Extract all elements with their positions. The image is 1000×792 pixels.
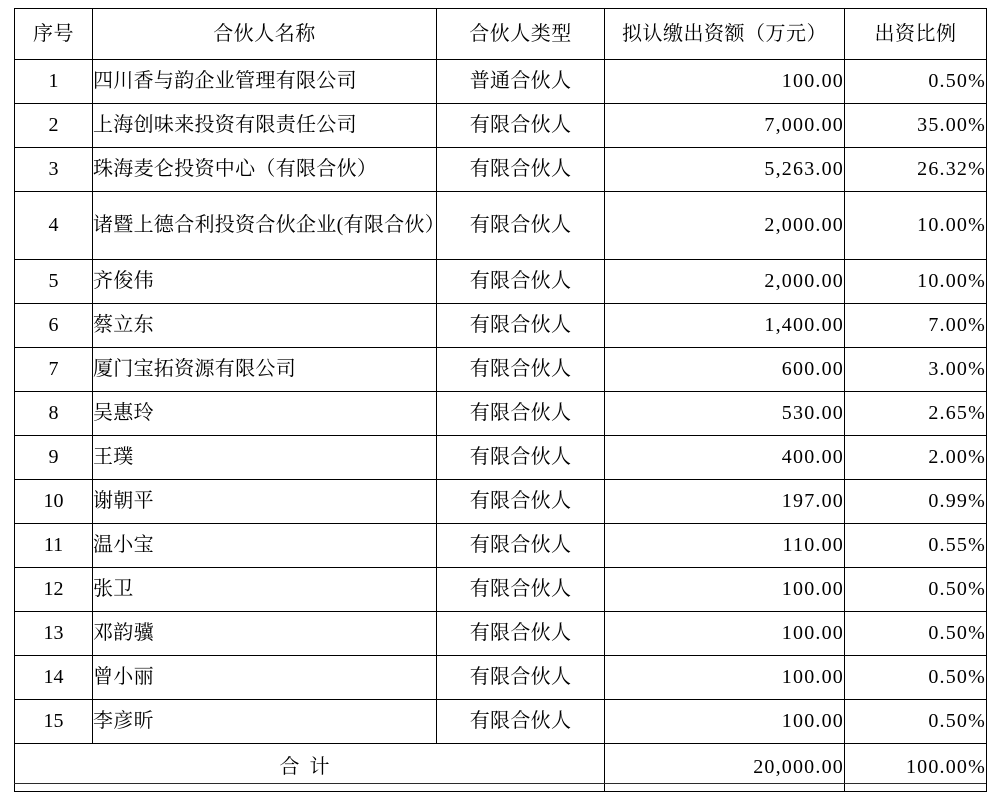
- cell-name: 王璞: [93, 436, 437, 480]
- table-total-row: [15, 744, 987, 792]
- cell-amount: 100.00: [605, 60, 845, 104]
- cell-type: 有限合伙人: [437, 348, 605, 392]
- cell-ratio: 0.99%: [845, 480, 987, 524]
- table-row: [15, 568, 987, 612]
- cell-index: 3: [15, 148, 93, 192]
- table-row: [15, 192, 987, 260]
- cell-type: 有限合伙人: [437, 192, 605, 260]
- cell-ratio: 2.65%: [845, 392, 987, 436]
- table-row: [15, 480, 987, 524]
- cell-amount: 5,263.00: [605, 148, 845, 192]
- table-row: [15, 60, 987, 104]
- cell-type: 有限合伙人: [437, 148, 605, 192]
- table-header-row: [15, 9, 987, 60]
- cell-amount: 100.00: [605, 656, 845, 700]
- cell-amount: 530.00: [605, 392, 845, 436]
- column-header-name: 合伙人名称: [93, 9, 437, 60]
- column-header-amount: 拟认缴出资额（万元）: [605, 9, 845, 60]
- total-amount: 20,000.00: [605, 744, 845, 792]
- cell-name: 李彦昕: [93, 700, 437, 744]
- cell-type: 有限合伙人: [437, 700, 605, 744]
- table-header: [15, 9, 987, 60]
- cell-amount: 1,400.00: [605, 304, 845, 348]
- cell-amount: 100.00: [605, 612, 845, 656]
- cell-amount: 197.00: [605, 480, 845, 524]
- table-row: [15, 148, 987, 192]
- cell-ratio: 35.00%: [845, 104, 987, 148]
- table-row: [15, 656, 987, 700]
- cell-name: 曾小丽: [93, 656, 437, 700]
- cell-index: 8: [15, 392, 93, 436]
- partner-contribution-table: [14, 8, 987, 792]
- cell-amount: 100.00: [605, 568, 845, 612]
- cell-name: 齐俊伟: [93, 260, 437, 304]
- cell-index: 4: [15, 192, 93, 260]
- cell-name: 上海创味来投资有限责任公司: [93, 104, 437, 148]
- cell-type: 有限合伙人: [437, 260, 605, 304]
- column-header-type: 合伙人类型: [437, 9, 605, 60]
- cell-type: 有限合伙人: [437, 304, 605, 348]
- cell-name: 诸暨上德合利投资合伙企业(有限合伙）: [93, 192, 437, 260]
- cell-name: 厦门宝拓资源有限公司: [93, 348, 437, 392]
- cell-type: 有限合伙人: [437, 568, 605, 612]
- table-row: [15, 304, 987, 348]
- cell-amount: 2,000.00: [605, 192, 845, 260]
- cell-index: 11: [15, 524, 93, 568]
- cell-index: 9: [15, 436, 93, 480]
- table-body: [15, 60, 987, 792]
- cell-type: 有限合伙人: [437, 436, 605, 480]
- cell-amount: 2,000.00: [605, 260, 845, 304]
- cell-index: 10: [15, 480, 93, 524]
- cell-ratio: 7.00%: [845, 304, 987, 348]
- cell-ratio: 0.50%: [845, 568, 987, 612]
- cell-amount: 7,000.00: [605, 104, 845, 148]
- column-header-index: 序号: [15, 9, 93, 60]
- table-row: [15, 104, 987, 148]
- cell-type: 有限合伙人: [437, 524, 605, 568]
- total-label: 合计: [15, 744, 605, 792]
- table-row: [15, 612, 987, 656]
- cell-amount: 400.00: [605, 436, 845, 480]
- cell-index: 13: [15, 612, 93, 656]
- cell-type: 有限合伙人: [437, 656, 605, 700]
- cell-type: 有限合伙人: [437, 392, 605, 436]
- table-row: [15, 700, 987, 744]
- cell-ratio: 2.00%: [845, 436, 987, 480]
- cell-name: 吴惠玲: [93, 392, 437, 436]
- cell-index: 6: [15, 304, 93, 348]
- cell-ratio: 0.55%: [845, 524, 987, 568]
- cell-type: 有限合伙人: [437, 480, 605, 524]
- cell-index: 12: [15, 568, 93, 612]
- cell-index: 5: [15, 260, 93, 304]
- cell-name: 谢朝平: [93, 480, 437, 524]
- cell-ratio: 0.50%: [845, 612, 987, 656]
- cell-index: 7: [15, 348, 93, 392]
- total-ratio: 100.00%: [845, 744, 987, 792]
- cell-ratio: 26.32%: [845, 148, 987, 192]
- table-row: [15, 348, 987, 392]
- cell-name: 邓韵骥: [93, 612, 437, 656]
- cell-type: 有限合伙人: [437, 612, 605, 656]
- cell-amount: 600.00: [605, 348, 845, 392]
- cell-ratio: 10.00%: [845, 192, 987, 260]
- cell-ratio: 0.50%: [845, 700, 987, 744]
- cell-ratio: 0.50%: [845, 656, 987, 700]
- cell-name: 张卫: [93, 568, 437, 612]
- table-row: [15, 436, 987, 480]
- page-bottom-divider: [14, 783, 986, 784]
- cell-amount: 100.00: [605, 700, 845, 744]
- cell-ratio: 10.00%: [845, 260, 987, 304]
- cell-index: 1: [15, 60, 93, 104]
- cell-name: 珠海麦仑投资中心（有限合伙）: [93, 148, 437, 192]
- cell-index: 2: [15, 104, 93, 148]
- cell-name: 蔡立东: [93, 304, 437, 348]
- cell-type: 普通合伙人: [437, 60, 605, 104]
- table-row: [15, 260, 987, 304]
- cell-ratio: 3.00%: [845, 348, 987, 392]
- table-row: [15, 524, 987, 568]
- cell-amount: 110.00: [605, 524, 845, 568]
- cell-name: 四川香与韵企业管理有限公司: [93, 60, 437, 104]
- table-row: [15, 392, 987, 436]
- cell-index: 15: [15, 700, 93, 744]
- cell-type: 有限合伙人: [437, 104, 605, 148]
- column-header-ratio: 出资比例: [845, 9, 987, 60]
- cell-name: 温小宝: [93, 524, 437, 568]
- cell-index: 14: [15, 656, 93, 700]
- cell-ratio: 0.50%: [845, 60, 987, 104]
